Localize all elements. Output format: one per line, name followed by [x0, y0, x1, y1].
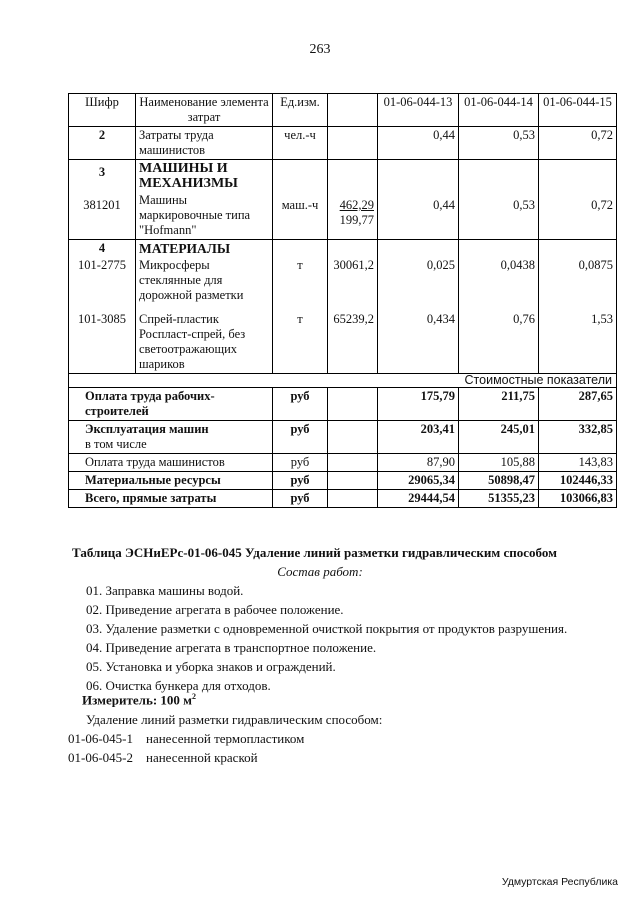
table-header-row — [69, 94, 617, 127]
summary-value-3: 143,83 — [539, 454, 617, 472]
measure-sup: 2 — [192, 692, 197, 701]
row-code: 3 — [69, 160, 136, 193]
header-name: Наименование элемента затрат — [136, 94, 273, 127]
summary-value-3: 287,65 — [539, 388, 617, 421]
row-value-2: 0,76 — [459, 304, 539, 374]
summary-unit: руб — [273, 454, 328, 472]
summary-value-3: 103066,83 — [539, 490, 617, 508]
cost-label-row — [69, 374, 617, 388]
composition-title: Состав работ: — [277, 564, 363, 579]
items-intro: Удаление линий разметки гидравлическим способом: — [86, 712, 383, 727]
row-unit: т — [273, 257, 328, 304]
summary-value-2: 211,75 — [459, 388, 539, 421]
summary-value-2: 51355,23 — [459, 490, 539, 508]
header-code: Шифр — [69, 94, 136, 127]
measure-unit — [82, 692, 196, 708]
summary-label-sub: в том числе — [85, 437, 147, 451]
cost-indicators-label: Стоимостные показатели — [69, 374, 617, 388]
work-item: 04. Приведение агрегата в транспортное положение. — [86, 640, 377, 655]
row-name: Спрей-пластик Роспласт-спрей, без светоотражающих шариков — [136, 304, 273, 374]
summary-label: Материальные ресурсы — [69, 472, 273, 490]
table-row — [69, 127, 617, 160]
row-unit: т — [273, 304, 328, 374]
row-value-1: 0,025 — [378, 257, 459, 304]
row-name: Затраты труда машинистов — [136, 127, 273, 160]
row-value-2: 0,53 — [459, 192, 539, 240]
page-number: 263 — [309, 42, 331, 57]
work-item: 02. Приведение агрегата в рабочее положение. — [86, 602, 344, 617]
table-row — [69, 257, 617, 304]
summary-value-2: 105,88 — [459, 454, 539, 472]
summary-value-1: 29065,34 — [378, 472, 459, 490]
summary-value-3: 332,85 — [539, 421, 617, 454]
row-value-1: 0,44 — [378, 192, 459, 240]
item-text: нанесенной краской — [146, 750, 258, 765]
table-row — [69, 304, 617, 374]
summary-value-1: 87,90 — [378, 454, 459, 472]
summary-value-2: 50898,47 — [459, 472, 539, 490]
summary-value-1: 175,79 — [378, 388, 459, 421]
row-price: 65239,2 — [328, 304, 378, 374]
row-value-3: 0,0875 — [539, 257, 617, 304]
resource-table — [68, 93, 617, 508]
summary-row — [69, 490, 617, 508]
summary-value-1: 29444,54 — [378, 490, 459, 508]
row-price — [328, 192, 378, 240]
row-code: 101-2775 — [69, 257, 136, 304]
work-item: 06. Очистка бункера для отходов. — [86, 678, 271, 693]
row-code: 381201 — [69, 192, 136, 240]
header-unit: Ед.изм. — [273, 94, 328, 127]
summary-label-main: Эксплуатация машин — [85, 422, 209, 436]
row-name: Микросферы стеклянные для дорожной разметки — [136, 257, 273, 304]
summary-label — [69, 421, 273, 454]
row-value-3: 0,72 — [539, 192, 617, 240]
header-price — [328, 94, 378, 127]
summary-label: Оплата труда рабочих-строителей — [69, 388, 273, 421]
row-value-1: 0,44 — [378, 127, 459, 160]
summary-unit: руб — [273, 472, 328, 490]
row-code: 4 — [69, 240, 136, 258]
work-item: 01. Заправка машины водой. — [86, 583, 244, 598]
header-col1: 01-06-044-13 — [378, 94, 459, 127]
row-value-2: 0,0438 — [459, 257, 539, 304]
price-bottom: 199,77 — [339, 213, 374, 227]
section-heading: МАТЕРИАЛЫ — [136, 240, 273, 258]
summary-value-3: 102446,33 — [539, 472, 617, 490]
summary-value-2: 245,01 — [459, 421, 539, 454]
list-item — [68, 750, 258, 766]
summary-unit: руб — [273, 388, 328, 421]
item-code: 01-06-045-2 — [68, 750, 133, 765]
summary-label: Оплата труда машинистов — [69, 454, 273, 472]
row-value-1: 0,434 — [378, 304, 459, 374]
summary-row — [69, 388, 617, 421]
table-row — [69, 160, 617, 193]
section-heading: МАШИНЫ И МЕХАНИЗМЫ — [136, 160, 273, 193]
row-value-2: 0,53 — [459, 127, 539, 160]
footer-region: Удмуртская Республика — [501, 876, 618, 888]
summary-value-1: 203,41 — [378, 421, 459, 454]
item-text: нанесенной термопластиком — [146, 731, 305, 746]
measure-label: Измеритель: 100 м — [82, 692, 193, 708]
summary-label: Всего, прямые затраты — [69, 490, 273, 508]
row-code: 2 — [69, 127, 136, 160]
row-name: Машины маркировочные типа "Hofmann" — [136, 192, 273, 240]
row-unit: маш.-ч — [273, 192, 328, 240]
work-item: 05. Установка и уборка знаков и ограждений. — [86, 659, 336, 674]
header-col2: 01-06-044-14 — [459, 94, 539, 127]
row-price — [328, 127, 378, 160]
summary-row — [69, 454, 617, 472]
item-code: 01-06-045-1 — [68, 731, 133, 746]
price-top: 462,29 — [339, 198, 374, 212]
row-price: 30061,2 — [328, 257, 378, 304]
row-unit: чел.-ч — [273, 127, 328, 160]
row-value-3: 1,53 — [539, 304, 617, 374]
row-code: 101-3085 — [69, 304, 136, 374]
table-row — [69, 240, 617, 258]
summary-row — [69, 421, 617, 454]
summary-unit: руб — [273, 490, 328, 508]
table-title: Таблица ЭСНиЕРс-01-06-045 Удаление линий разметки гидравлическим способом — [72, 545, 557, 560]
header-col3: 01-06-044-15 — [539, 94, 617, 127]
summary-row — [69, 472, 617, 490]
list-item — [68, 731, 304, 747]
work-item: 03. Удаление разметки с одновременной очисткой покрытия от продуктов разрушения. — [86, 621, 568, 636]
summary-unit: руб — [273, 421, 328, 454]
table-row — [69, 192, 617, 240]
row-value-3: 0,72 — [539, 127, 617, 160]
